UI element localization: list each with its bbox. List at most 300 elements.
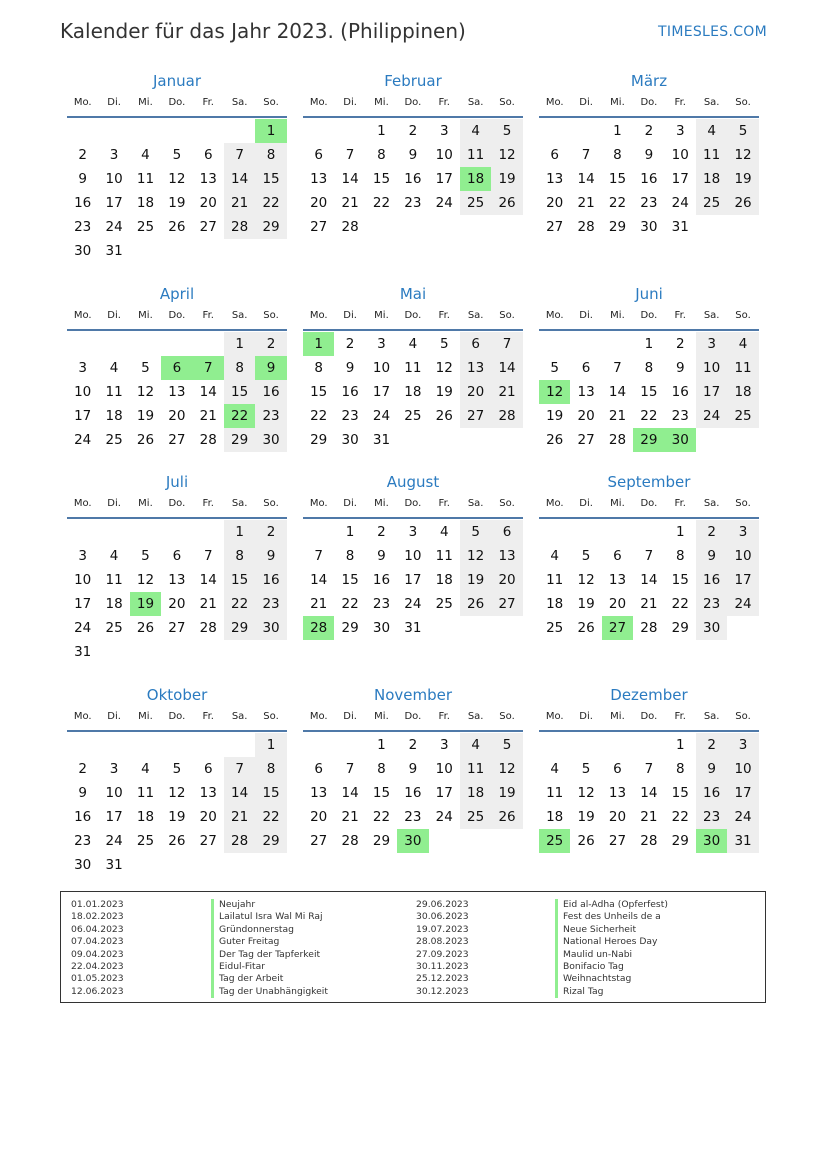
day: 18 [136, 195, 155, 211]
weekday-header [67, 307, 287, 329]
day: 10 [435, 761, 453, 777]
day: 7 [314, 548, 323, 564]
day: 27 [577, 432, 595, 448]
day: 13 [608, 785, 627, 801]
weekday-label: Sa. [467, 498, 484, 509]
day: 20 [608, 809, 627, 825]
day: 9 [408, 147, 418, 163]
day-empty [130, 733, 161, 757]
day: 6 [613, 761, 622, 777]
day: 5 [439, 336, 449, 352]
day-weekend: 21 [224, 191, 255, 215]
day: 29 [372, 833, 391, 849]
day-weekend: 14 [224, 781, 255, 805]
legend-date: 12.06.2023 [71, 985, 124, 997]
day: 13 [199, 171, 217, 187]
day: 22 [341, 596, 359, 612]
day: 6 [172, 548, 182, 564]
day: 21 [199, 596, 217, 612]
weekday-label: So. [499, 498, 515, 509]
day: 10 [105, 785, 123, 801]
month-april [67, 285, 287, 452]
weekday-label: Mi. [138, 97, 153, 108]
day-holiday: 28 [303, 616, 334, 640]
day: 6 [203, 761, 213, 777]
weekday-header [303, 94, 523, 116]
legend-holiday-name: Tag der Unabhängigkeit [211, 986, 328, 998]
month-mai [303, 285, 523, 452]
day: 7 [644, 548, 654, 564]
weekday-label: Di. [107, 711, 121, 722]
day: 12 [577, 785, 595, 801]
day-empty [224, 119, 255, 143]
day-empty [193, 520, 224, 544]
legend-holiday-name: Rizal Tag [555, 986, 668, 998]
day: 11 [404, 360, 422, 376]
day: 18 [404, 384, 422, 400]
weekday-header [539, 307, 759, 329]
weekday-label: Sa. [231, 310, 248, 321]
day-weekend: 17 [696, 380, 727, 404]
weekday-header [67, 94, 287, 116]
day: 27 [310, 219, 328, 235]
legend-date: 09.04.2023 [71, 948, 124, 960]
day-holiday: 27 [602, 616, 633, 640]
day: 12 [577, 572, 595, 588]
day: 17 [74, 596, 92, 612]
day: 11 [105, 572, 123, 588]
day: 21 [341, 195, 359, 211]
day: 1 [345, 524, 355, 540]
day-weekend: 29 [255, 829, 286, 853]
weekday-label: Mi. [610, 310, 625, 321]
day-weekend: 21 [491, 380, 522, 404]
day: 14 [341, 785, 359, 801]
day: 12 [136, 384, 155, 400]
legend-holiday-name: Fest des Unheils de a [555, 911, 668, 923]
weekday-header [303, 708, 523, 730]
weekday-label: Do. [640, 498, 658, 509]
weekday-label: Do. [404, 97, 422, 108]
day-empty [303, 520, 334, 544]
day-weekend: 3 [727, 733, 758, 757]
weekday-label: Fr. [438, 711, 450, 722]
day: 23 [74, 219, 92, 235]
day-empty [334, 119, 365, 143]
day: 4 [439, 524, 449, 540]
day: 25 [136, 219, 155, 235]
day-weekend: 30 [255, 428, 286, 452]
day: 27 [199, 219, 217, 235]
day-empty [539, 520, 570, 544]
legend-date: 30.12.2023 [416, 985, 469, 997]
day-empty [67, 119, 98, 143]
day: 31 [74, 644, 92, 660]
day: 15 [310, 384, 328, 400]
day: 5 [581, 761, 591, 777]
legend-holiday-name: Lailatul Isra Wal Mi Raj [211, 911, 328, 923]
weekday-label: Mo. [309, 310, 328, 321]
day: 3 [109, 147, 119, 163]
day-weekend: 30 [696, 616, 727, 640]
day-empty [570, 119, 601, 143]
legend-date: 29.06.2023 [416, 899, 469, 910]
day: 30 [341, 432, 359, 448]
day: 16 [404, 785, 422, 801]
day: 4 [109, 360, 119, 376]
day-empty [633, 733, 664, 757]
day: 30 [372, 620, 391, 636]
legend-date: 07.04.2023 [71, 936, 124, 948]
header-rule [539, 517, 759, 519]
day: 18 [105, 408, 123, 424]
day: 9 [78, 785, 87, 801]
day: 17 [435, 171, 453, 187]
day-weekend: 18 [727, 380, 758, 404]
weekday-label: Fr. [202, 97, 214, 108]
day: 17 [74, 408, 92, 424]
month-name: Juni [635, 285, 663, 303]
day: 1 [675, 524, 685, 540]
day: 3 [439, 737, 449, 753]
day: 25 [105, 432, 123, 448]
day: 13 [199, 785, 217, 801]
day: 23 [640, 195, 658, 211]
weekday-label: Di. [579, 498, 593, 509]
day: 17 [435, 785, 453, 801]
day-weekend: 23 [696, 592, 727, 616]
day: 27 [608, 833, 627, 849]
day-holiday: 7 [193, 356, 224, 380]
weekday-label: So. [263, 498, 279, 509]
weekday-label: Mi. [374, 97, 389, 108]
site-link[interactable]: TIMESLES.COM [658, 24, 767, 40]
legend-date: 27.09.2023 [416, 948, 469, 960]
day: 19 [168, 809, 186, 825]
day-weekend: 24 [727, 592, 758, 616]
day-weekend: 6 [491, 520, 522, 544]
day: 21 [608, 408, 627, 424]
day: 10 [74, 572, 92, 588]
day: 2 [675, 336, 685, 352]
day: 15 [608, 171, 627, 187]
day: 20 [168, 408, 186, 424]
day: 28 [199, 620, 217, 636]
day: 2 [78, 147, 87, 163]
legend-holiday-name: Neujahr [211, 899, 328, 911]
day: 15 [671, 785, 689, 801]
day-empty [98, 733, 129, 757]
day-grid [67, 119, 287, 263]
day: 22 [671, 596, 689, 612]
day-weekend: 26 [460, 592, 491, 616]
day: 28 [640, 620, 658, 636]
day-weekend: 8 [224, 544, 255, 568]
legend-left-names [211, 899, 328, 998]
day: 14 [577, 171, 595, 187]
day-empty [98, 520, 129, 544]
day-holiday: 6 [161, 356, 192, 380]
day: 15 [341, 572, 359, 588]
day-weekend: 19 [460, 568, 491, 592]
day: 12 [168, 171, 186, 187]
day: 8 [345, 548, 355, 564]
day-empty [633, 520, 664, 544]
day-grid [539, 119, 759, 239]
day-weekend: 24 [696, 404, 727, 428]
day: 18 [105, 596, 123, 612]
day: 20 [546, 195, 564, 211]
day: 13 [608, 572, 627, 588]
weekday-label: Mi. [374, 498, 389, 509]
legend-holiday-name: Tag der Arbeit [211, 973, 328, 985]
weekday-label: So. [735, 97, 751, 108]
weekday-label: So. [499, 310, 515, 321]
weekday-label: Di. [579, 97, 593, 108]
weekday-label: So. [263, 310, 279, 321]
day: 23 [341, 408, 359, 424]
day: 5 [581, 548, 591, 564]
day-weekend: 11 [460, 143, 491, 167]
weekday-label: Mi. [610, 97, 625, 108]
day-weekend: 5 [491, 119, 522, 143]
day: 24 [105, 833, 123, 849]
weekday-label: So. [735, 310, 751, 321]
day: 3 [78, 360, 87, 376]
day-weekend: 8 [255, 757, 286, 781]
day: 3 [377, 336, 386, 352]
weekday-label: Mo. [309, 498, 328, 509]
legend-right-dates [416, 899, 469, 998]
day-weekend: 25 [696, 191, 727, 215]
day-grid [67, 733, 287, 877]
day: 9 [345, 360, 355, 376]
month-dezember [539, 686, 759, 853]
day-grid [539, 332, 759, 452]
day: 19 [546, 408, 564, 424]
month-name: Juli [165, 473, 189, 491]
day-empty [602, 332, 633, 356]
day-weekend: 6 [460, 332, 491, 356]
day: 14 [608, 384, 627, 400]
day-weekend: 31 [727, 829, 758, 853]
day: 17 [372, 384, 391, 400]
day-weekend: 13 [460, 356, 491, 380]
day: 10 [671, 147, 689, 163]
day-empty [224, 733, 255, 757]
weekday-label: Sa. [703, 711, 720, 722]
day: 11 [136, 785, 155, 801]
day-weekend: 1 [255, 733, 286, 757]
day: 18 [435, 572, 453, 588]
day-empty [303, 119, 334, 143]
day: 5 [172, 147, 182, 163]
day-empty [602, 733, 633, 757]
legend-date: 22.04.2023 [71, 960, 124, 972]
weekday-label: Mo. [73, 711, 92, 722]
legend-date: 19.07.2023 [416, 923, 469, 935]
day: 2 [345, 336, 355, 352]
day-weekend: 24 [727, 805, 758, 829]
weekday-label: Mo. [73, 97, 92, 108]
day: 17 [105, 195, 123, 211]
day-empty [130, 520, 161, 544]
day-weekend: 3 [696, 332, 727, 356]
day-weekend: 2 [696, 733, 727, 757]
weekday-header [539, 94, 759, 116]
legend-date: 18.02.2023 [71, 911, 124, 923]
day: 23 [671, 408, 689, 424]
day-weekend: 30 [255, 616, 286, 640]
weekday-label: So. [263, 711, 279, 722]
day-empty [602, 520, 633, 544]
day-weekend: 15 [255, 167, 286, 191]
day-weekend: 4 [727, 332, 758, 356]
day: 8 [377, 147, 386, 163]
day: 2 [408, 123, 418, 139]
day-weekend: 7 [224, 143, 255, 167]
day-weekend: 26 [491, 191, 522, 215]
day: 21 [199, 408, 217, 424]
day-weekend: 22 [255, 805, 286, 829]
day-weekend: 27 [491, 592, 522, 616]
legend-holiday-name: Guter Freitag [211, 936, 328, 948]
month-november [303, 686, 523, 853]
day-holiday: 19 [130, 592, 161, 616]
legend-holiday-name: Bonifacio Tag [555, 961, 668, 973]
day-weekend: 15 [224, 380, 255, 404]
header-rule [539, 329, 759, 331]
day-empty [161, 520, 192, 544]
day-empty [130, 332, 161, 356]
weekday-label: Fr. [674, 97, 686, 108]
weekday-label: Sa. [703, 310, 720, 321]
day: 29 [608, 219, 627, 235]
day: 1 [613, 123, 622, 139]
day-holiday: 25 [539, 829, 570, 853]
day: 16 [74, 809, 92, 825]
day: 3 [408, 524, 418, 540]
day: 24 [671, 195, 689, 211]
day: 16 [341, 384, 359, 400]
day: 6 [203, 147, 213, 163]
legend-holiday-name: Maulid un-Nabi [555, 949, 668, 961]
weekday-label: Do. [168, 498, 186, 509]
day: 15 [640, 384, 658, 400]
day-weekend: 25 [460, 191, 491, 215]
day-weekend: 16 [696, 781, 727, 805]
day: 19 [168, 195, 186, 211]
day-weekend: 8 [224, 356, 255, 380]
day-grid [303, 332, 523, 452]
day: 11 [546, 572, 564, 588]
weekday-label: Mo. [309, 711, 328, 722]
day: 22 [310, 408, 328, 424]
weekday-header [67, 495, 287, 517]
day-weekend: 17 [727, 781, 758, 805]
day: 5 [141, 360, 150, 376]
day-grid [303, 733, 523, 853]
month-name: September [607, 473, 691, 491]
day: 12 [168, 785, 186, 801]
day: 18 [546, 809, 564, 825]
day: 21 [640, 596, 658, 612]
day: 15 [372, 785, 391, 801]
month-name: Mai [399, 285, 427, 303]
weekday-label: Sa. [703, 498, 720, 509]
day-weekend: 10 [727, 757, 758, 781]
day: 16 [74, 195, 92, 211]
legend-holiday-name: Weihnachtstag [555, 973, 668, 985]
weekday-label: So. [499, 711, 515, 722]
day: 15 [372, 171, 391, 187]
day-weekend: 1 [224, 520, 255, 544]
day-weekend: 2 [255, 332, 286, 356]
day-weekend: 7 [491, 332, 522, 356]
weekday-label: Mo. [309, 97, 328, 108]
day: 22 [671, 809, 689, 825]
day: 29 [671, 620, 689, 636]
month-september [539, 473, 759, 640]
header-rule [67, 730, 287, 732]
month-name: Dezember [610, 686, 688, 704]
day-weekend: 29 [224, 428, 255, 452]
day-empty [161, 332, 192, 356]
day: 23 [74, 833, 92, 849]
weekday-label: Sa. [231, 498, 248, 509]
day-weekend: 11 [727, 356, 758, 380]
header-rule [539, 116, 759, 118]
day: 19 [136, 408, 155, 424]
legend-date: 06.04.2023 [71, 923, 124, 935]
day: 6 [314, 761, 323, 777]
day: 17 [105, 809, 123, 825]
day-holiday: 12 [539, 380, 570, 404]
legend-date: 01.01.2023 [71, 899, 124, 910]
day-weekend: 10 [696, 356, 727, 380]
day: 24 [435, 195, 453, 211]
day-empty [570, 733, 601, 757]
month-name: Februar [384, 72, 442, 90]
day-weekend: 26 [727, 191, 758, 215]
day: 29 [310, 432, 328, 448]
day: 20 [608, 596, 627, 612]
day: 26 [577, 833, 595, 849]
weekday-label: Do. [168, 310, 186, 321]
day: 28 [640, 833, 658, 849]
day: 27 [168, 620, 186, 636]
header-rule [67, 116, 287, 118]
day: 8 [644, 360, 654, 376]
day: 20 [168, 596, 186, 612]
day-empty [193, 119, 224, 143]
day: 4 [109, 548, 119, 564]
day: 14 [199, 572, 217, 588]
day: 17 [671, 171, 689, 187]
weekday-label: Sa. [231, 97, 248, 108]
day-weekend: 20 [460, 380, 491, 404]
day: 13 [310, 785, 328, 801]
day: 9 [675, 360, 685, 376]
day-weekend: 4 [460, 119, 491, 143]
day-weekend: 23 [696, 805, 727, 829]
month-januar [67, 72, 287, 263]
day: 8 [613, 147, 622, 163]
day-empty [67, 332, 98, 356]
day: 21 [310, 596, 328, 612]
day: 10 [105, 171, 123, 187]
day-weekend: 16 [696, 568, 727, 592]
